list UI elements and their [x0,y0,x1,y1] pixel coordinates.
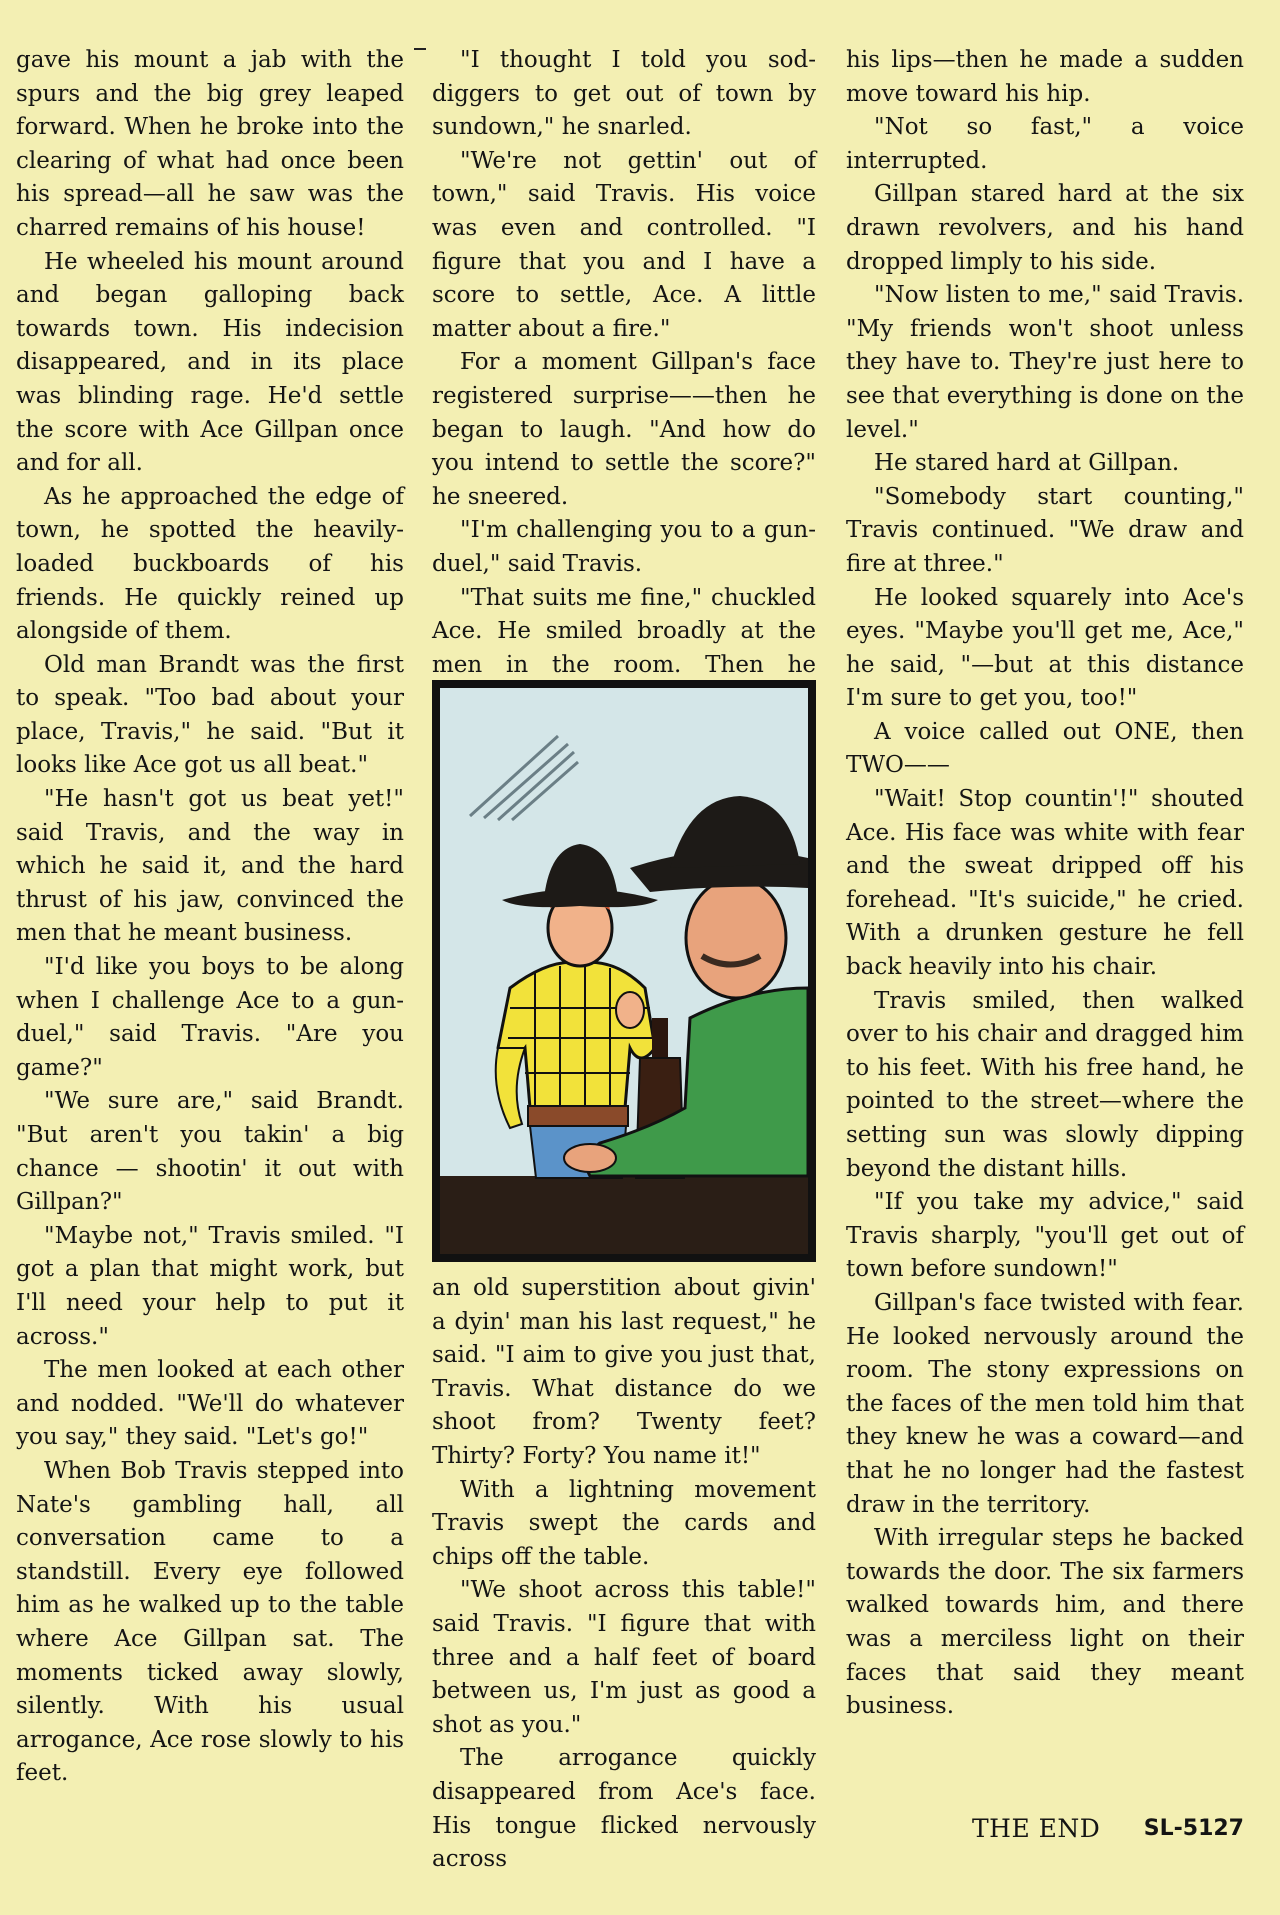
paragraph: When Bob Travis stepped into Nate's gambling hall, all conversation came to a standstill. Every eye followed him as he walked up to the table where Ace Gillpan sat. The moments ticked away slowly, silently. With his usual arrogance, Ace rose slowly to his feet. [16,1457,404,1787]
illustration-panel [432,680,816,1262]
paragraph: "Maybe not," Travis smiled. "I got a plan that might work, but I'll need your help to put it across." [16,1222,404,1350]
paragraph: With a lightning movement Travis swept the cards and chips off the table. [432,1476,816,1570]
text-column-3 [846,44,1244,1724]
paragraph: "Now listen to me," said Travis. "My friends won't shoot unless they have to. They're just here to see that everything is done on the level." [846,282,1244,443]
paragraph: "That suits me fine," chuckled Ace. He smiled broadly at the men in the room. Then he [432,584,816,678]
paragraph: With irregular steps he backed towards the door. The six farmers walked towards him, and there was a merciless light on their faces that said they meant business. [846,1525,1244,1720]
text-column-2-top [432,44,816,716]
paragraph: Old man Brandt was the first to speak. "Too bad about your place, Travis," he said. "But it looks like Ace got us all beat." [16,651,404,779]
paragraph: For a moment Gillpan's face registered surprise——then he began to laugh. "And how do you intend to settle the score?" he sneered. [432,349,816,510]
paragraph: "I'd like you boys to be along when I challenge Ace to a gun-duel," said Travis. "Are you game?" [16,954,404,1081]
paragraph: As he approached the edge of town, he spotted the heavily-loaded buckboards of his friends. He quickly reined up alongside of them. [16,483,404,645]
paragraph: "He hasn't got us beat yet!" said Travis, and the way in which he said it, and the hard thrust of his jaw, convinced the men that he meant business. [16,786,404,947]
margin-dash [414,48,426,50]
paragraph: "If you take my advice," said Travis sharply, "you'll get out of town before sundown!" [846,1189,1244,1283]
text-column-2-bottom [432,1272,816,1877]
the-end-label: THE END [972,1814,1101,1843]
saloon-illustration [440,688,808,1254]
page-code: SL-5127 [1143,1816,1244,1841]
paragraph: "I thought I told you sod-diggers to get out of town by sundown," he snarled. [432,47,816,141]
paragraph: "Wait! Stop countin'!" shouted Ace. His face was white with fear and the sweat dripped off his forehead. "It's suicide," he cried. With a drunken gesture he fell back heavily into his chair. [846,786,1244,981]
paragraph: gave his mount a jab with the spurs and the big grey leaped forward. When he broke into the clearing of what had once been his spread—all he saw was the charred remains of his house! [16,47,404,241]
text-column-1 [16,44,404,1791]
paragraph: A voice called out ONE, then TWO—— [846,718,1244,779]
paragraph: The arrogance quickly disappeared from Ace's face. His tongue flicked nervously across [432,1745,816,1873]
paragraph: The men looked at each other and nodded. "We'll do whatever you say," they said. "Let's go!" [16,1357,404,1451]
paragraph: "We're not gettin' out of town," said Travis. His voice was even and controlled. "I figure that you and I have a score to settle, Ace. A little matter about a fire." [432,147,816,342]
paragraph: Gillpan's face twisted with fear. He looked nervously around the room. The stony expressions on the faces of the men told him that they knew he was a coward—and that he no longer had the fastest draw in the territory. [846,1289,1244,1518]
paragraph: an old superstition about givin' a dyin' man his last request," he said. "I aim to give you just that, Travis. What distance do we shoot from? Twenty feet? Thirty? Forty? You name it!" [432,1275,816,1469]
table [440,1176,808,1254]
paragraph: He stared hard at Gillpan. [874,450,1180,477]
paragraph: He wheeled his mount around and began galloping back towards town. His indecision disappeared, and in its place was blinding rage. He'd settle the score with Ace Gillpan once and for all. [16,248,404,477]
paragraph: He looked squarely into Ace's eyes. "Maybe you'll get me, Ace," he said, "—but at this distance I'm sure to get you, too!" [846,584,1244,712]
paragraph: "We sure are," said Brandt. "But aren't you takin' a big chance — shootin' it out with Gillpan?" [16,1088,404,1216]
paragraph: Travis smiled, then walked over to his chair and dragged him to his feet. With his free hand, he pointed to the street—where the setting sun was slowly dipping beyond the distant hills. [846,987,1244,1182]
paragraph: "I'm challenging you to a gun-duel," said Travis. [432,517,816,577]
paragraph: Gillpan stared hard at the six drawn revolvers, and his hand dropped limply to his side. [846,181,1244,275]
paragraph: "We shoot across this table!" said Travis. "I figure that with three and a half feet of board between us, I'm just as good a shot as you." [432,1577,816,1738]
paragraph: "Not so fast," a voice interrupted. [846,114,1244,174]
paragraph: "Somebody start counting," Travis continued. "We draw and fire at three." [846,483,1244,577]
paragraph: his lips—then he made a sudden move toward his hip. [846,47,1244,107]
page-footer [972,1814,1244,1854]
